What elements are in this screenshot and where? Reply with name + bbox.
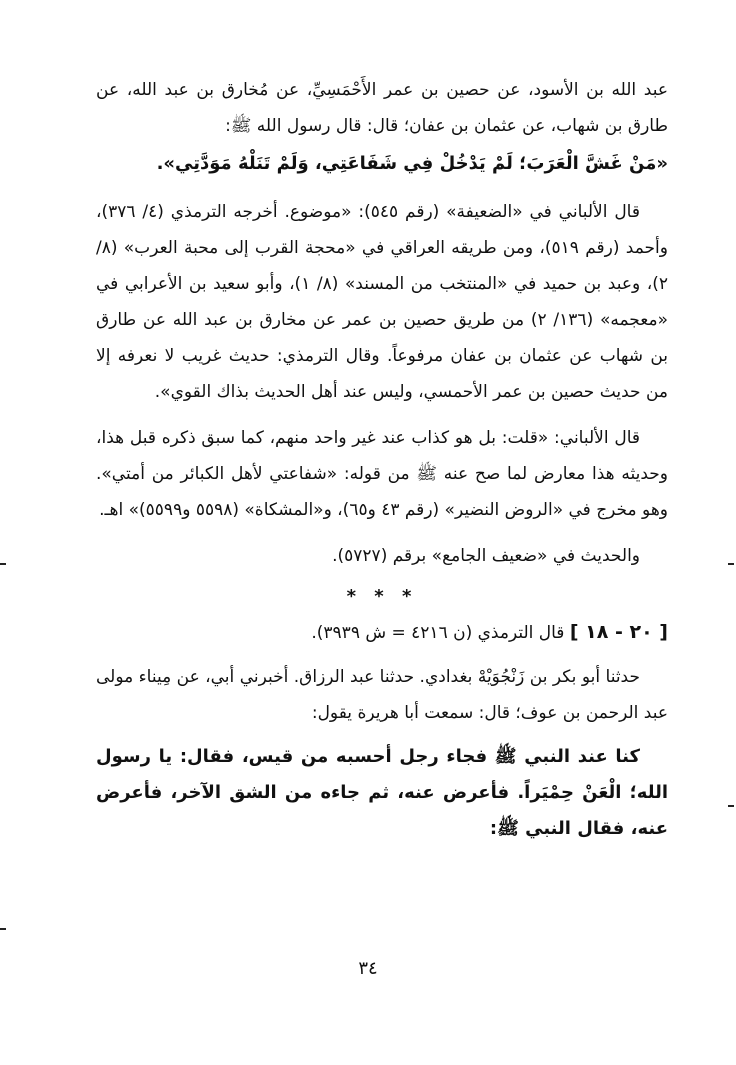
section-separator: * * * <box>346 586 418 607</box>
margin-tick-mark <box>728 805 734 807</box>
margin-tick-mark <box>0 928 6 930</box>
paragraph-chain-of-narration: عبد الله بن الأسود، عن حصين بن عمر الأَحْمَسِيِّ، عن مُخارق بن عبد الله، عن طارق بن شهاب، عن عثمان بن عفان؛ قال: قال رسول الله ﷺ: <box>96 80 668 136</box>
paragraph-hadith-text: كنا عند النبي ﷺ فجاء رجل أحسبه من قيس، فقال: يا رسول الله؛ الْعَنْ حِمْيَراً. فأعرض عنه، ثم جاءه من الشق الآخر، فأعرض عنه، فقال النبي ﷺ: <box>96 746 668 839</box>
hadith-heading <box>96 614 668 651</box>
margin-tick-mark <box>728 563 734 565</box>
hadith-quote: «مَنْ غَشَّ الْعَرَبَ؛ لَمْ يَدْخُلْ فِي شَفَاعَتِي، وَلَمْ تَنَلْهُ مَوَدَّتِي». <box>156 153 668 174</box>
hadith-source: قال الترمذي (ن ٤٢١٦ = ش ٣٩٣٩). <box>311 623 565 643</box>
page-number: ٣٤ <box>358 958 378 979</box>
paragraph-isnad: حدثنا أبو بكر بن زَنْجُوَيْهْ بغدادي. حدثنا عبد الرزاق. أخبرني أبي، عن مِيناء مولى عبد الرحمن بن عوف؛ قال: سمعت أبا هريرة يقول: <box>96 667 668 723</box>
hadith-number: [ ٢٠ - ١٨ ] <box>569 621 668 643</box>
paragraph-albani-comment: قال الألباني: «قلت: بل هو كذاب عند غير واحد منهم، كما سبق ذكره قبل هذا، وحديثه هذا معارض لما صح عنه ﷺ من قوله: «شفاعتي لأهل الكبائر من أمتي». وهو مخرج في «الروض النضير» (رقم ٤٣ و٦٥)، و«المشكاة» (٥٥٩٨ و٥٥٩٩)» اهـ. <box>96 428 668 520</box>
page-body <box>96 72 668 847</box>
paragraph-albani-takhrij: قال الألباني في «الضعيفة» (رقم ٥٤٥): «موضوع. أخرجه الترمذي (٤/ ٣٧٦)، وأحمد (رقم ٥١٩)، ومن طريقه العراقي في «محجة القرب إلى محبة العرب» (٨/ ٢)، وعبد بن حميد في «المنتخب من المسند» (٨/ ١)، وأبو سعيد بن الأعرابي في «معجمه» (١٣٦/ ٢) من طريق حصين بن عمر عن مخارق بن عبد الله عن طارق بن شهاب عن عثمان بن عفان مرفوعاً. وقال الترمذي: حديث غريب لا نعرفه إلا من حديث حصين بن عمر الأحمسي، وليس عند أهل الحديث بذاك القوي». <box>96 202 668 402</box>
paragraph-daif-aljami: والحديث في «ضعيف الجامع» برقم (٥٧٢٧). <box>332 546 640 566</box>
margin-tick-mark <box>0 563 6 565</box>
